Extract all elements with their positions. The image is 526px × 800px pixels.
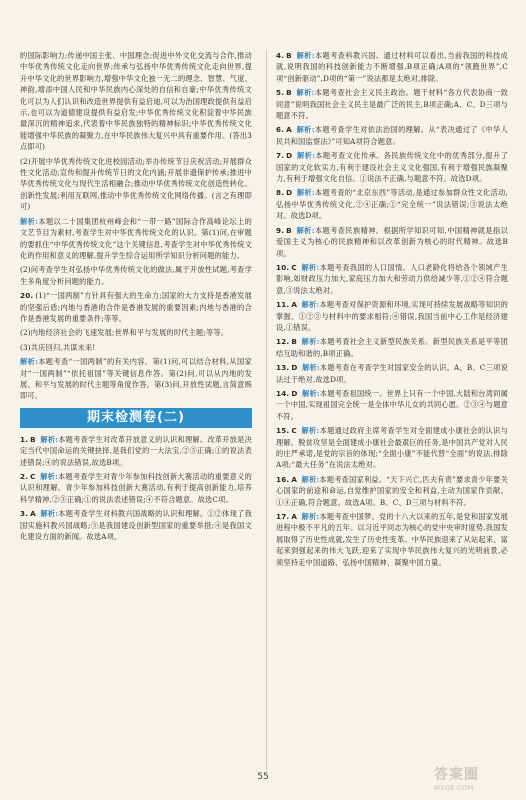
question-12-answer: 12. B 解析:本题考查社会主义新型民族关系。新型民族关系是平等团结互助和谐的,B项正确。 xyxy=(276,337,508,358)
question-11-answer: 11. A 解析:本题考查对保护资源和环境,实现可持续发展战略等知识的掌握。①②③与材料中的要求相符;④错误,我国当前中心工作是经济建设,①错误。 xyxy=(276,300,508,332)
question-16-answer: 16. A 解析:本题考查国家利益。“天下兴亡,匹夫有责”要求青少年要关心国家的前途和命运,自觉维护国家的安全和利益,主动为国家作贡献。①④正确,符合题意。故选A项。B、C、D三项与材料不符。 xyxy=(276,474,508,507)
analysis-text: 本题以二十国集团杭州峰会和“一带一路”国际合作高峰论坛上的文艺节目为素材,考查学生对中华优秀传统文化的认识。第(1)问,在审题的要抓住“中华优秀传统文化”这个关键信息,考查学生对中华优秀传统文化的作用和意义的理解,提升学生综合运用所学知识分析问题的能力。 xyxy=(20,216,252,260)
right-column xyxy=(276,50,508,571)
question-20-answer: 20. (1)“一国两制”方针具有强大的生命力;国家的大力支持是香港发展的坚强后盾;内地与香港的合作是香港发展的重要因素;内地与香港的合作是香港发展的重要条件;等等。 xyxy=(20,291,252,323)
question-8-answer: 8. D 解析:本题考查的“北京东西”等活动,是通过参加群众性文化活动,弘扬中华优秀传统文化,②④正确;①“完全统一”说法错误;③说法太绝对。故选D项。 xyxy=(276,188,508,221)
question-4-answer: 4. B 解析:本题考查科教兴国。通过材料可以看出,当前我国的科技成就,说明我国的科技创新能力不断增强,B项正确;A项的“领跑世界”,C项“创新驱动”,D项的“第一”说法都是太绝对,排除。 xyxy=(276,51,508,83)
page-number: 55 xyxy=(257,772,269,782)
watermark-url: MXQE.COM xyxy=(434,784,474,792)
continued-answer-text: 的国际影响力;传递中国主张、中国理念;促进中外文化交流与合作,推动中华优秀传统文化走向世界;传承与弘扬中华优秀传统文化走向世界,提升中华文化的世界影响力,增强中华文化独一无二的理念、智慧、气度、神韵,增添中国人民和中华民族内心深处的自信和自豪;中华优秀传统文化可以为人们认识和改造世界提供有益启迪,可以为治国理政提供有益启示,也可以为道德建设提供有益启发;中华优秀传统文化积淀着中华民族最深沉的精神追求,代表着中华民族独特的精神标识;中华优秀传统文化能增强中华民族的凝聚力,在中华民族伟大复兴中具有重要作用。(答出3点即可) xyxy=(20,51,252,152)
question-5-answer: 5. B 解析:本题考查社会主义民主政治。题干材料“各方代表协商一致同意”说明我国社会主义民主是最广泛的民主,B项正确;A、C、D三项与题意不符。 xyxy=(276,88,508,121)
analysis-continued: (2)问考查学生对弘扬中华优秀传统文化的做法,属于开放性试题,考查学生多角度分析问题的能力。 xyxy=(20,265,252,286)
question-20-analysis: 解析:本题考查“一国两制”的有关内容。第(1)问,可以结合材料,从国家对“一国两制”“依托祖国”等关键信息作答。第(2)问,可以从内地的发展、和平与发展的时代主题等角度作答。第(3)问,开放性试题,言简意赅即可。 xyxy=(20,357,252,401)
answer-part-2: (2)开展中华优秀传统文化进校园活动;举办传统节日庆祝活动;开展群众性文化活动;宣传和提升传统节日的文化内涵;开展非遗保护传承;推进中华优秀传统文化与现代生活相融合;推动中华优秀传统文化创造性转化、创新性发展;利用互联网,推动中华优秀传统文化网络传播。(言之有理即可) xyxy=(20,156,252,212)
question-15-answer: 15. C 解析:本题通过政府主席考查学生对全面建成小康社会的认识与理解。脱贫攻坚是全面建成小康社会最艰巨的任务,是中国共产党对人民的庄严承诺,是党的宗旨的体现;“全面小康”不能代替“全面”的说法,排除A项;“最大任务”在说法太绝对。 xyxy=(276,426,508,470)
watermark-logo xyxy=(434,766,520,796)
question-1-answer: 1. B 解析:本题考查学生对改革开放意义的认识和理解。改革开放是决定当代中国命运的关键抉择,是我们党的一大法宝,②③正确;①的说法表述错误;④的说法错误,故选B项。 xyxy=(20,434,252,467)
question-6-answer: 6. A 解析:本题考查学生对依法治国的理解。从“表决通过了《中华人民共和国监察法》”可知A项符合题意。 xyxy=(276,125,508,146)
question-7-answer: 7. D 解析:本题考查文化传承。各民族传统文化中的优秀部分,提升了国家的文化软实力,有利于建设社会主义文化强国,有利于增强民族凝聚力,有利于增强文化自信。①说法不正确,与题意不符。故选D项。 xyxy=(276,151,508,184)
question-number: 20. xyxy=(20,291,34,301)
analysis-paragraph xyxy=(20,216,252,262)
question-10-answer: 10. C 解析:本题考查我国的人口国情。人口老龄化将给各个领域产生影响,如财政压力加大,家庭压力加大和劳动力供给减少等,①②④符合题意,③说法太绝对。 xyxy=(276,262,508,295)
question-20-part-2: (2)内地经济社会的飞速发展;世界和平与发展的时代主题;等等。 xyxy=(20,328,229,338)
question-14-answer: 14. D 解析:本题考查祖国统一。世界上只有一个中国,大陆和台湾同属一个中国,实现祖国完全统一是全体中华儿女的共同心愿。②③④与题意不符。 xyxy=(276,388,508,421)
question-2-answer: 2. C 解析:本题考查学生对青少年参加科技创新大赛活动的重要意义的认识和理解。青少年参加科技创新大赛活动,有利于提高创新能力,培养科学精神,②③正确;①的说法表述错误;④不符合题意。故选C项。 xyxy=(20,472,252,504)
question-13-answer: 13. D 解析:本题考查在考查学生对国家安全的认识。A、B、C三项说法过于绝对,故选D项。 xyxy=(276,363,508,384)
question-17-answer: 17. A 解析:本题考查中国梦。党的十八大以来的五年,是党和国家发展进程中极不平凡的五年。以习近平同志为核心的党中央审时度势,我国发展取得了历史性成就,发生了历史性变革。中华民族迎来了从站起来、富起来到强起来的伟大飞跃,迎来了实现中华民族伟大复兴的光明前景,必须坚持走中国道路、弘扬中国精神、凝聚中国力量。 xyxy=(276,512,508,567)
analysis-label: 解析: xyxy=(20,216,39,226)
question-9-answer: 9. B 解析:本题考查民族精神。根据所学知识可知,中国精神就是指以爱国主义为核心的民族精神和以改革创新为核心的时代精神。故选B项。 xyxy=(276,225,508,258)
question-20-part-3: (3)共庆回归,共谋未来! xyxy=(20,342,96,352)
column-divider xyxy=(266,50,267,770)
question-3-answer: 3. A 解析:本题考查学生对科教兴国战略的认识和理解。①②体现了我国实施科教兴国战略;③是我国建设创新型国家的重要举措;④是我国文化建设方面的新闻。故选A项。 xyxy=(20,509,252,542)
section-title: 期末检测卷(二) xyxy=(20,408,252,428)
watermark-text: 答案圈 xyxy=(434,767,479,783)
left-column xyxy=(20,50,252,545)
